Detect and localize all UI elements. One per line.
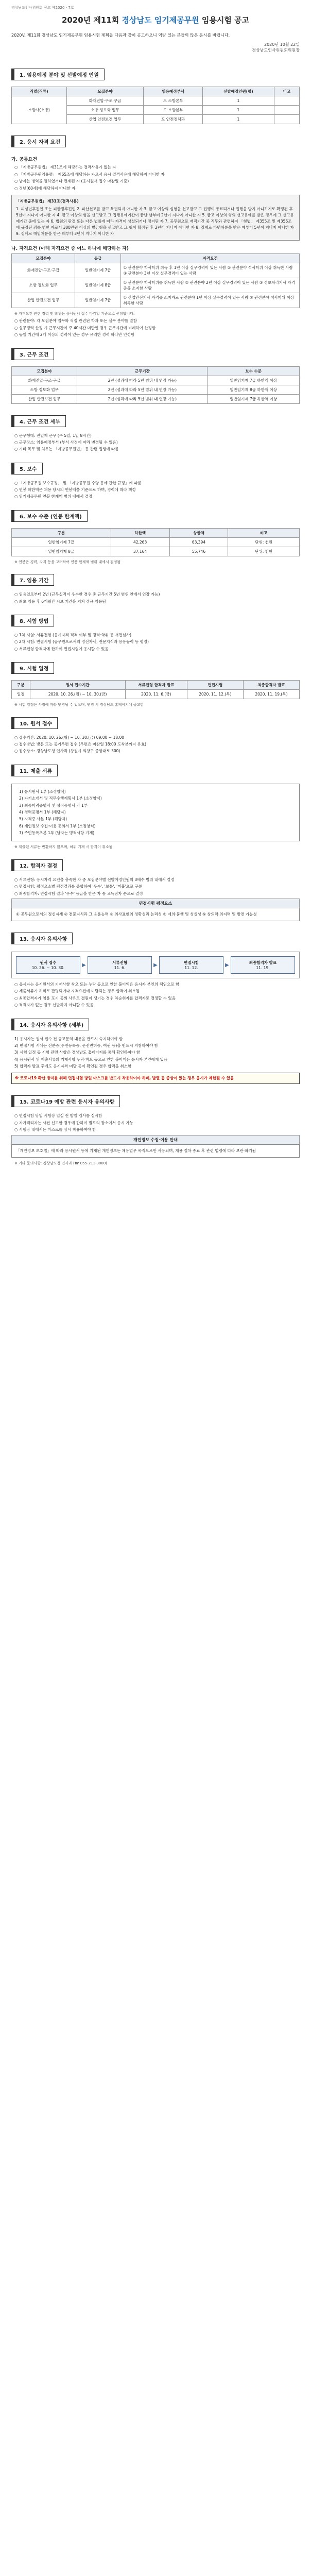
table-header: 근무기간 [77,366,208,376]
table-cell: 산업 안전보건 업무 [12,293,75,308]
box-title: 「지방공무원법」 제31조(결격사유) [16,198,79,204]
table-cell: 2020. 10. 26.(월) ~ 10. 30.(금) [30,690,125,699]
positions-table [11,87,300,124]
table-row [12,690,300,699]
table-cell: 일반임기제 7급 [12,537,111,547]
list-item: ○ 면접시험: 평정요소별 평정결과를 종합하여 '우수', '보통', '미흡'으로 구분 [14,884,143,889]
list-item: 4) 경력증명서 1부 (해당자) [19,809,66,815]
table-cell: 2년 (성과에 따라 5년 범위 내 연장 가능) [77,385,208,394]
covid-list [11,1113,300,1133]
list-item: ○ 접수방법: 방문 또는 등기우편 접수 (우편은 마감일 18:00 도착분까지 유효) [14,742,146,747]
documents-note: ※ 제출된 서류는 반환하지 않으며, 허위 기재 시 합격이 취소됨 [14,845,113,850]
table-cell: 일반임기제 7급 하한액 이상 [208,394,300,403]
box-text: 1. 피성년후견인 또는 피한정후견인 2. 파산선고를 받고 복권되지 아니한 자 3. 금고 이상의 실형을 선고받고 그 집행이 종료되거나 집행을 받지 아니하기로 확정된 후 5년이 지나지 아니한 자 4. 금고 이상의 형을 선고받고 그 집행유예기간이 끝난 날부터 2년이 지나지 아니한 자 5. 금고 이상의 형의 선고유예를 받은 경우에 그 선고유예기간 중에 있는 자 6. 법원의 판결 또는 다른 법률에 따라 자격이 상실되거나 정지된 자 7. 공무원으로 재직기간 중 직무와 관련하여 「형법」 제355조 및 제356조에 규정된 죄를 범한 자로서 300만원 이상의 벌금형을 선고받고 그 형이 확정된 후 2년이 지나지 아니한 자 8. 징계로 파면처분을 받은 때부터 5년이 지나지 아니한 자 9. 징계로 해임처분을 받은 때부터 3년이 지나지 아니한 자 [16,206,294,236]
table-cell: 산업 안전보건 업무 [66,115,144,124]
section-8-heading: 8. 시험 방법 [11,615,54,626]
table-header: 비고 [228,528,300,537]
table-header: 구분 [12,681,30,690]
section-12-heading: 12. 합격자 결정 [11,859,63,871]
section-6-heading: 6. 보수 수준 (연봉 한계액) [11,510,88,522]
list-item: ○ 서류전형 합격자에 한하여 면접시험에 응시할 수 있음 [14,646,109,651]
list-item: ○ 임기제공무원 연봉 한계액 범위 내에서 결정 [14,494,93,499]
table-header: 면접시험 [187,681,243,690]
table-cell: 일정 [12,690,30,699]
arrow-right-icon: ▶ [225,962,229,968]
table-cell: 2020. 11. 6.(금) [125,690,187,699]
table-cell [274,115,299,124]
step-label: 최종합격자 발표 [249,960,277,965]
table-cell: 산업 안전보건 업무 [12,394,77,403]
table-cell: 일반임기제 8급 [12,547,111,556]
issuer: 경상남도인사위원회위원장 [252,48,300,53]
list-item: ○ 「지방공무원법」 제31조에 해당하는 결격사유가 없는 자 [14,165,116,170]
list-item: ○ 응시자는 응시원서의 기재사항 착오 또는 누락 등으로 인한 불이익은 응시자 본인의 책임으로 함 [14,982,180,987]
table-cell: 1 [202,115,274,124]
step-date: 11. 19. [256,965,270,971]
arrow-right-icon: ▶ [153,962,158,968]
table-row [12,278,300,293]
table-header: 등급 [75,253,120,263]
selection-list [11,877,300,897]
subheading: 나. 자격요건 (아래 자격요건 중 어느 하나에 해당하는 자) [11,246,129,251]
list-item: ○ 「지방공무원임용령」 제65조에 해당하는 자로서 응시 결격사유에 해당하지 아니한 자 [14,172,165,177]
section-13-heading: 13. 응시자 유의사항 [11,933,73,944]
documents-box [11,784,300,842]
table-header: 상한액 [169,528,228,537]
table-cell: ① 산업안전기사 자격증 소지자로 관련분야 1년 이상 실무경력이 있는 사람 ② 관련분야 석사학위 이상 취득한 사람 [121,293,300,308]
table-row [12,376,300,385]
table-header: 하한액 [111,528,169,537]
step [16,956,80,974]
list-item: 3) 시험 일정 등 시험 관련 사항은 경상남도 홈페이지를 통해 확인하여야 함 [14,1050,141,1055]
section-7-heading: 7. 임용 기간 [11,574,54,586]
term-list [11,591,300,605]
list-item: ○ 접수장소: 경상남도청 인사과 (창원시 의창구 중앙대로 300) [14,749,120,754]
table-cell: 일반임기제 8급 [75,278,120,293]
notice-number: 경상남도인사위원회 공고 제2020 - 7호 [11,6,74,10]
table-cell: 화재진압·구조·구급 [12,263,75,278]
list-item: ○ 최종합격자: 면접시험 결과 '우수' 등급을 받은 자 중 고득점자 순으로 결정 [14,891,143,896]
table-header: 임용예정부서 [144,87,203,96]
section-9-heading: 9. 시험 일정 [11,662,54,674]
table-cell: 소방 정보화 업무 [12,278,75,293]
list-item: ○ 최초 임용 후 6개월간 시보 기간을 거쳐 정규 임용됨 [14,599,106,604]
step-label: 서류전형 [112,960,127,965]
table-row [12,385,300,394]
work-conditions-table [11,366,300,404]
page-title [11,14,300,25]
table-cell: 2020. 11. 19.(목) [243,690,299,699]
step-label: 원서 접수 [40,960,57,965]
list-item: ○ 근무형태: 전일제 근무 (주 5일, 1일 8시간) [14,433,92,438]
list-item: ○ 제출서류가 허위로 판명되거나 자격요건에 미달되는 경우 합격이 취소됨 [14,989,140,994]
interview-criteria-box: ① 공무원으로서의 정신자세 ② 전문지식과 그 응용능력 ③ 의사표현의 정확성과 논리성 ④ 예의·품행 및 성실성 ⑤ 창의력·의지력 및 발전 가능성 [11,908,300,921]
table-row [12,96,300,106]
table-note: ※ 시험 일정은 사정에 따라 변경될 수 있으며, 변경 시 경상남도 홈페이지에 공고함 [14,703,144,707]
list-item: ○ 적격자가 없는 경우 선발하지 아니할 수 있음 [14,1003,94,1008]
extra-requirements-list [11,318,300,338]
table-row [12,394,300,403]
table-cell [274,96,299,106]
list-item: ○ 임용일로부터 2년 (근무실적이 우수한 경우 총 근무기간 5년 범위 안에서 연장 가능) [14,592,160,597]
table-header: 보수 수준 [208,366,300,376]
table-header: 자격요건 [121,253,300,263]
table-cell: 소방사(소방) [12,96,67,124]
table-cell: ① 관련분야 학사학위 취득 후 1년 이상 실무경력이 있는 사람 ② 관련분야 석사학위 이상 취득한 사람 ③ 관련분야 3년 이상 실무경력이 있는 사람 [121,263,300,278]
step [159,956,223,974]
table-note: ※ 연봉은 경력, 자격 등을 고려하여 연봉 한계액 범위 내에서 결정됨 [14,560,121,564]
table-cell [274,106,299,115]
table-header: 구분 [12,528,111,537]
table-cell: 소방 정보화 업무 [66,106,144,115]
table-cell: 소방 정보화 업무 [12,385,77,394]
table-cell: 1 [202,96,274,106]
list-item: ○ 남자는 병역을 필하였거나 면제된 자 (응시원서 접수 마감일 기준) [14,179,129,184]
table-header: 선발예정인원(명) [202,87,274,96]
list-item: ○ 기타 복무 및 처우는 「지방공무원법」 등 관련 법령에 따름 [14,447,119,452]
table-note: ※ 자격요건 관련 경력 및 학위는 응시원서 접수 마감일 기준으로 산정합니다. [14,311,135,316]
section-2-heading: 2. 응시 자격 요건 [11,135,66,147]
section-3-heading: 3. 근무 조건 [11,348,54,360]
section-5-heading: 5. 보수 [11,463,43,474]
table-cell: 화재진압·구조·구급 [66,96,144,106]
list-item: ○ 동일 기간에 2개 이상의 경력이 있는 경우 유리한 경력 하나만 인정함 [14,332,135,337]
process-steps [11,952,300,978]
table-header: 서류전형 합격자 발표 [125,681,187,690]
disqualification-box [11,195,300,241]
section-10-heading: 10. 원서 접수 [11,717,58,729]
documents-list [16,789,295,837]
table-cell: 도 안전정책과 [144,115,203,124]
step-date: 11. 6. [114,965,126,971]
caution-detail-list [11,1036,300,1070]
step-date: 10. 26. ~ 10. 30. [31,965,65,971]
covid-warning [11,1073,300,1084]
table-row [12,263,300,278]
page-bottom-spacer [11,1167,300,1188]
list-item: 2) 면접시험 시에는 신분증(주민등록증, 운전면허증, 여권 등)을 반드시 지참하여야 함 [14,1043,158,1048]
list-item: 3) 최종학력증명서 및 성적증명서 각 1부 [19,803,88,808]
notice-page [11,0,300,1188]
title-suffix: 임용시험 공고 [201,15,250,25]
table-cell: 55,746 [169,547,228,556]
table-cell: 63,394 [169,537,228,547]
privacy-box: 「개인정보 보호법」에 따라 응시원서 등에 기재된 개인정보는 채용업무 목적으로만 사용되며, 채용 절차 종료 후 관련 법령에 따라 보관·파기됨 [11,1144,300,1158]
notice-date: 2020년 10월 22일 [264,42,300,47]
section-11-heading: 11. 제출 서류 [11,765,58,776]
table-row [12,537,300,547]
table-cell: 도 소방본부 [144,96,203,106]
schedule-table [11,680,300,699]
table-header: 모집분야 [12,253,75,263]
list-item: ○ 1차 시험: 서류전형 (응시자격 적격 여부 및 경력·학위 등 서면심사) [14,633,132,638]
warning-text: ※ 코로나19 확산 방지를 위해 면접시험 당일 마스크를 반드시 착용하여야 하며, 발열 등 증상이 있는 경우 응시가 제한될 수 있음 [15,1076,234,1081]
table-cell: 단위: 천원 [228,547,300,556]
table-cell: 2년 (성과에 따라 5년 범위 내 연장 가능) [77,376,208,385]
list-item: 5) 합격자 발표 후에도 응시자격 미달 등이 확인될 경우 합격을 취소함 [14,1064,132,1069]
list-item: ○ 「지방공무원 보수규정」 및 「지방공무원 수당 등에 관한 규정」에 따름 [14,480,142,485]
table-header: 최종합격자 발표 [243,681,299,690]
table-cell: 도 소방본부 [144,106,203,115]
requirements-list [11,164,300,192]
list-item: 5) 자격증 사본 1부 (해당자) [19,817,67,822]
table-cell: 1 [202,106,274,115]
section-1-heading: 1. 임용예정 분야 및 선발예정 인원 [11,69,105,80]
table-row [12,293,300,308]
title-highlight: 경상남도 임기제공무원 [122,15,199,25]
list-item: ○ 실무경력 산정 시 근무시간이 주 40시간 미만인 경우 근무시간에 비례하여 산정함 [14,325,156,330]
arrow-right-icon: ▶ [82,962,86,968]
section-4-heading: 4. 근무 조건 세부 [11,415,66,427]
caution-list [11,981,300,1009]
table-row [12,547,300,556]
table-cell: 일반임기제 8급 하한액 이상 [208,385,300,394]
subheading: 가. 공통요건 [11,157,38,163]
salary-list [11,480,300,500]
table-cell: 2년 (성과에 따라 5년 범위 내 연장 가능) [77,394,208,403]
table-cell: 37,164 [111,547,169,556]
table-header: 비고 [274,87,299,96]
table-cell: 화재진압·구조·구급 [12,376,77,385]
list-item: ○ 2차 시험: 면접시험 (공무원으로서의 정신자세, 전문지식과 응용능력 등 평정) [14,639,149,645]
step-date: 11. 12. [184,965,198,971]
table-header: 직렬(직류) [12,87,67,96]
step-label: 면접시험 [184,960,199,965]
table-cell: 일반임기제 7급 [75,293,120,308]
list-item: ○ 면접시험 당일 시험장 입실 전 발열 검사를 실시함 [14,1113,102,1118]
table-header: 모집분야 [12,366,77,376]
application-list [11,735,300,755]
step [88,956,152,974]
list-item: ○ 자가격리자는 사전 신고한 경우에 한하여 별도의 장소에서 응시 가능 [14,1120,133,1125]
list-item: ○ 연봉 하한액은 채용 당시의 연봉액을 기준으로 하며, 경력에 따라 책정 [14,487,136,493]
list-item: ○ 정년(60세)에 해당하지 아니한 자 [14,185,76,191]
step [231,956,295,974]
work-detail-list [11,433,300,453]
box-title: 면접시험 평정요소 [11,899,300,908]
salary-table [11,528,300,556]
qualification-table [11,253,300,308]
list-item: ○ 시험장 내에서는 마스크를 상시 착용하여야 함 [14,1127,96,1132]
table-header: 원서 접수기간 [30,681,125,690]
list-item: 7) 주민등록초본 1부 (남자는 병적사항 기재) [19,831,95,836]
title-prefix: 2020년 제11회 [61,15,119,25]
list-item: 6) 개인정보 수집·이용 동의서 1부 (소정양식) [19,823,96,828]
section-14-heading: 14. 응시자 유의사항 (세부) [11,1019,89,1030]
list-item: ○ 관련분야: 각 모집분야 업무와 직접 관련된 학과 또는 실무 분야를 말함 [14,318,137,324]
box-title: 개인정보 수집·이용 안내 [11,1135,300,1144]
table-cell: 일반임기제 7급 하한액 이상 [208,376,300,385]
list-item: 1) 응시자는 원서 접수 전 공고문의 내용을 반드시 숙지하여야 함 [14,1036,123,1041]
table-header: 모집분야 [66,87,144,96]
table-cell: 2020. 11. 12.(목) [187,690,243,699]
intro-text: 2020년 제11회 경상남도 임기제공무원 임용시험 계획을 다음과 같이 공고하오니 역량 있는 분들의 많은 응시를 바랍니다. [11,33,230,38]
list-item: ○ 근무장소: 임용예정부서 (부서 사정에 따라 변경될 수 있음) [14,439,118,445]
table-cell: ① 관련분야 학사학위를 취득한 사람 ② 관련분야 2년 이상 실무경력이 있는 사람 ③ 정보처리기사 자격증을 소지한 사람 [121,278,300,293]
contact-note: ※ 기타 문의사항: 경상남도청 인사과 (☎ 055-211-3000) [14,1161,108,1165]
list-item: 2) 자기소개서 및 직무수행계획서 1부 (소정양식) [19,796,102,801]
exam-method-list [11,632,300,652]
list-item: ○ 최종합격자가 임용 포기 등의 사유로 결원이 생기는 경우 차순위자를 합격자로 결정할 수 있음 [14,995,176,1001]
table-cell: 일반임기제 7급 [75,263,120,278]
list-item: ○ 서류전형: 응시자격 요건을 충족한 자 중 모집분야별 선발예정인원의 3배수 범위 내에서 결정 [14,877,175,882]
table-cell: 단위: 천원 [228,537,300,547]
table-cell: 42,263 [111,537,169,547]
section-15-heading: 15. 코로나19 예방 관련 응시자 유의사항 [11,1095,120,1107]
list-item: 4) 응시원서 및 제출서류의 기재사항 누락·착오 등으로 인한 불이익은 응시자 본인에게 있음 [14,1057,168,1062]
list-item: ○ 접수기간: 2020. 10. 26.(월) ~ 10. 30.(금) 09:00 ~ 18:00 [14,735,125,740]
list-item: 1) 응시원서 1부 (소정양식) [19,789,66,794]
